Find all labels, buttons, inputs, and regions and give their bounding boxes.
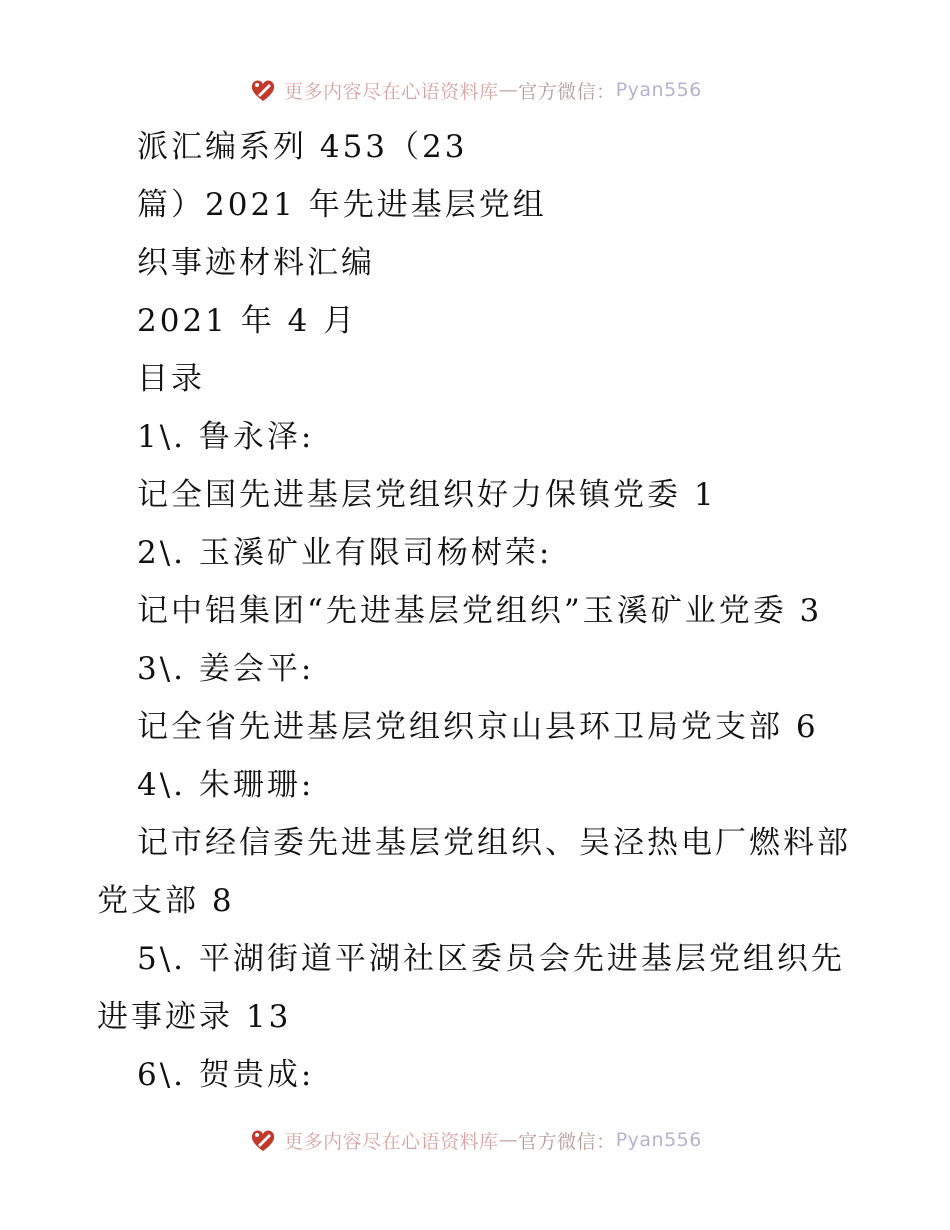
toc-entry-4-subtitle: 记市经信委先进基层党组织、吴泾热电厂燃料部 xyxy=(137,825,851,861)
toc-entry-5-title: 5\. 平湖街道平湖社区委员会先进基层党组织先 xyxy=(137,941,845,977)
toc-entry-4-subtitle-cont: 党支部 8 xyxy=(97,883,235,919)
toc-entry-4-title: 4\. 朱珊珊: xyxy=(137,767,315,803)
watermark-footer xyxy=(0,1120,950,1160)
document-title-line-1: 派汇编系列 453（23 xyxy=(137,129,468,165)
toc-heading: 目录 xyxy=(137,361,205,397)
watermark-wechat-id: Pyan556 xyxy=(615,1129,702,1151)
watermark-main-text: 更多内容尽在心语资料库 xyxy=(284,1130,499,1153)
toc-entry-5-title-cont: 进事迹录 13 xyxy=(97,999,292,1035)
heart-pen-icon xyxy=(248,1125,278,1155)
watermark-separator: — xyxy=(498,1129,519,1151)
toc-entry-2-subtitle: 记中铝集团“先进基层党组织”玉溪矿业党委 3 xyxy=(137,593,823,629)
toc-entry-1-title: 1\. 鲁永泽: xyxy=(137,419,315,455)
toc-entry-6-title: 6\. 贺贵成: xyxy=(137,1057,315,1093)
watermark-wechat-label: 官方微信： xyxy=(518,80,616,103)
toc-entry-3-subtitle: 记全省先进基层党组织京山县环卫局党支部 6 xyxy=(137,709,819,745)
heart-pen-icon xyxy=(248,75,278,105)
toc-entry-1-subtitle: 记全国先进基层党组织好力保镇党委 1 xyxy=(137,477,717,513)
watermark-wechat-id: Pyan556 xyxy=(615,79,702,101)
watermark-separator: — xyxy=(498,79,519,101)
watermark-wechat-label: 官方微信： xyxy=(518,1130,616,1153)
document-date: 2021 年 4 月 xyxy=(137,303,358,339)
toc-entry-3-title: 3\. 姜会平: xyxy=(137,651,315,687)
watermark-main-text: 更多内容尽在心语资料库 xyxy=(284,80,499,103)
toc-entry-2-title: 2\. 玉溪矿业有限司杨树荣: xyxy=(137,535,553,571)
document-title-line-2: 篇）2021 年先进基层党组 xyxy=(137,187,547,223)
watermark-header xyxy=(0,70,950,110)
document-title-line-3: 织事迹材料汇编 xyxy=(137,245,375,281)
